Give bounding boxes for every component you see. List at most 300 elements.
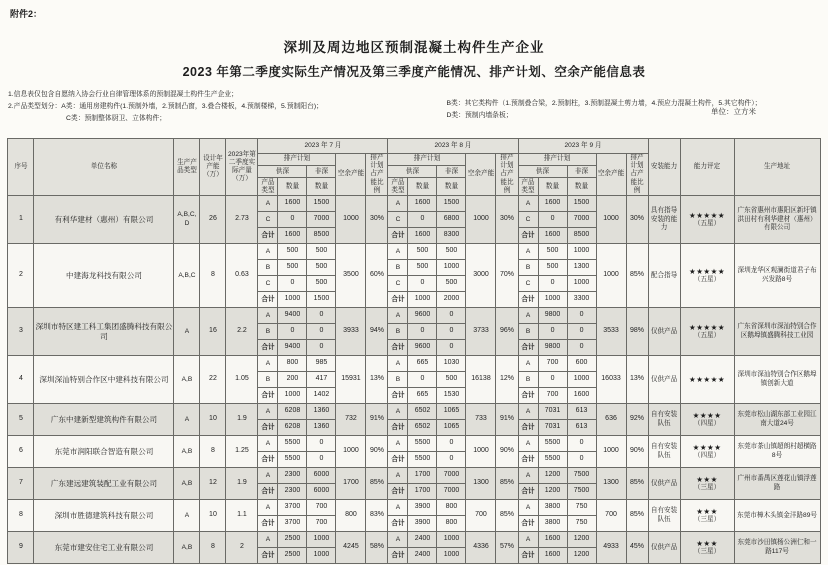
spare-capacity-cell-m2: 700	[466, 500, 496, 532]
plan-type-cell-m3: 合计	[518, 420, 538, 436]
supply-sz-qty-cell-m1: 500	[278, 260, 307, 276]
star-rating: ★★★★★	[688, 266, 726, 276]
capability-rating-cell	[680, 532, 734, 564]
product-types-cell: A,B	[174, 532, 200, 564]
plan-type-cell-m3: C	[518, 212, 538, 228]
capability-rating-cell	[680, 308, 734, 356]
company-name-cell: 深圳市胜德建筑科技有限公司	[34, 500, 174, 532]
header-qty-sz-1: 数量	[278, 178, 307, 196]
plan-type-cell-m3: 合计	[518, 340, 538, 356]
non-sz-qty-cell-m1: 0	[307, 340, 336, 356]
plan-type-cell-m1: A	[258, 436, 278, 452]
capability-rating-cell	[680, 356, 734, 404]
plan-type-cell-m2: A	[388, 308, 408, 324]
spare-capacity-cell-m3: 1000	[596, 196, 626, 244]
plan-type-cell-m1: A	[258, 308, 278, 324]
supply-sz-qty-cell-m1: 500	[278, 244, 307, 260]
star-rating: ★★★	[696, 538, 718, 548]
production-address-cell: 东莞市樟木头镇金洋路89号	[734, 500, 820, 532]
product-types-cell: A,B	[174, 436, 200, 468]
supply-sz-qty-cell-m3: 7031	[538, 420, 567, 436]
non-sz-qty-cell-m1: 700	[307, 516, 336, 532]
plan-type-cell-m3: 合计	[518, 292, 538, 308]
supply-sz-qty-cell-m2: 9600	[408, 308, 437, 324]
supply-sz-qty-cell-m2: 665	[408, 356, 437, 372]
supply-sz-qty-cell-m1: 1600	[278, 228, 307, 244]
plan-type-cell-m2: 合计	[388, 548, 408, 564]
header-spare-1: 空余产能	[336, 154, 366, 196]
non-sz-qty-cell-m3: 0	[567, 452, 596, 468]
plan-ratio-cell-m2: 85%	[496, 500, 518, 532]
table-header	[8, 139, 820, 196]
company-name-cell: 中建海龙科技有限公司	[34, 244, 174, 308]
plan-type-cell-m2: A	[388, 500, 408, 516]
company-name-cell: 深圳深汕特别合作区中建科技有限公司	[34, 356, 174, 404]
q2-output-cell: 1.25	[226, 436, 258, 468]
supply-sz-qty-cell-m2: 2400	[408, 532, 437, 548]
non-sz-qty-cell-m1: 417	[307, 372, 336, 388]
supply-sz-qty-cell-m2: 500	[408, 244, 437, 260]
supply-sz-qty-cell-m3: 0	[538, 324, 567, 340]
spare-capacity-cell-m1: 4245	[336, 532, 366, 564]
header-qty-nonsz-3: 数量	[567, 178, 596, 196]
plan-ratio-cell-m3: 13%	[626, 356, 648, 404]
design-capacity-cell: 26	[200, 196, 226, 244]
non-sz-qty-cell-m1: 6000	[307, 468, 336, 484]
non-sz-qty-cell-m2: 1000	[437, 532, 466, 548]
spare-capacity-cell-m2: 4336	[466, 532, 496, 564]
plan-type-cell-m3: A	[518, 404, 538, 420]
capability-rating-cell	[680, 500, 734, 532]
non-sz-qty-cell-m3: 1500	[567, 196, 596, 212]
supply-sz-qty-cell-m2: 1600	[408, 196, 437, 212]
design-capacity-cell: 10	[200, 404, 226, 436]
capability-rating-cell	[680, 404, 734, 436]
plan-type-cell-m2: 合计	[388, 388, 408, 404]
header-type-3: 产品类型	[518, 178, 538, 196]
supply-sz-qty-cell-m2: 6502	[408, 420, 437, 436]
non-sz-qty-cell-m2: 800	[437, 516, 466, 532]
header-supply-shenzhen-1: 供深	[258, 166, 307, 178]
supply-sz-qty-cell-m1: 1600	[278, 196, 307, 212]
seq-cell: 5	[8, 404, 34, 436]
header-plan-ratio-1: 排产计划占产能比例	[366, 154, 388, 196]
header-supply-shenzhen-2: 供深	[388, 166, 437, 178]
document-title-line2: 2023 年第二季度实际生产情况及第三季度产能情况、排产计划、空余产能信息表	[182, 65, 646, 79]
install-capability-cell: 仅供产品	[648, 356, 680, 404]
supply-sz-qty-cell-m3: 700	[538, 388, 567, 404]
header-seq: 序号	[8, 139, 34, 196]
header-design-capacity: 设计年产能（万）	[200, 139, 226, 196]
plan-type-cell-m3: 合计	[518, 548, 538, 564]
plan-type-cell-m3: C	[518, 276, 538, 292]
q2-output-cell: 1.1	[226, 500, 258, 532]
non-sz-qty-cell-m3: 7500	[567, 484, 596, 500]
spare-capacity-cell-m2: 3000	[466, 244, 496, 308]
supply-sz-qty-cell-m3: 7031	[538, 404, 567, 420]
non-sz-qty-cell-m2: 0	[437, 340, 466, 356]
seq-cell: 9	[8, 532, 34, 564]
star-rating: ★★★★	[692, 410, 722, 420]
capability-rating-cell	[680, 436, 734, 468]
plan-type-cell-m2: B	[388, 372, 408, 388]
product-types-cell: A,B,C,D	[174, 196, 200, 244]
supply-sz-qty-cell-m1: 9400	[278, 340, 307, 356]
non-sz-qty-cell-m3: 0	[567, 324, 596, 340]
table-row	[8, 244, 820, 260]
non-sz-qty-cell-m3: 8500	[567, 228, 596, 244]
spare-capacity-cell-m2: 1300	[466, 468, 496, 500]
non-sz-qty-cell-m1: 1000	[307, 548, 336, 564]
plan-type-cell-m2: C	[388, 276, 408, 292]
notes-block	[8, 88, 820, 122]
install-capability-cell: 仅供产品	[648, 468, 680, 500]
supply-sz-qty-cell-m2: 665	[408, 388, 437, 404]
note-b-class: B类：其它类构件（1.预制叠合梁，2.预制柱，3.预制混凝土剪力墙，4.预应力混凝土构件，5.其它构件）；	[446, 100, 762, 107]
plan-type-cell-m1: A	[258, 468, 278, 484]
design-capacity-cell: 8	[200, 244, 226, 308]
plan-type-cell-m1: 合计	[258, 484, 278, 500]
non-sz-qty-cell-m3: 750	[567, 500, 596, 516]
design-capacity-cell: 12	[200, 468, 226, 500]
plan-type-cell-m3: 合计	[518, 516, 538, 532]
non-sz-qty-cell-m3: 1300	[567, 260, 596, 276]
design-capacity-cell: 10	[200, 500, 226, 532]
company-name-cell: 有利华建材（惠州）有限公司	[34, 196, 174, 244]
install-capability-cell: 具有指导安装的能力	[648, 196, 680, 244]
supply-sz-qty-cell-m3: 0	[538, 276, 567, 292]
header-qty-sz-3: 数量	[538, 178, 567, 196]
plan-type-cell-m1: A	[258, 532, 278, 548]
spare-capacity-cell-m3: 16033	[596, 356, 626, 404]
supply-sz-qty-cell-m3: 1200	[538, 484, 567, 500]
spare-capacity-cell-m2: 733	[466, 404, 496, 436]
production-address-cell: 广东省深圳市深汕特别合作区鹅埠镇盛腾科技工业园	[734, 308, 820, 356]
plan-type-cell-m3: A	[518, 196, 538, 212]
supply-sz-qty-cell-m2: 3900	[408, 500, 437, 516]
star-rating: ★★★★★	[688, 210, 726, 220]
plan-ratio-cell-m1: 58%	[366, 532, 388, 564]
plan-type-cell-m2: A	[388, 404, 408, 420]
q2-output-cell: 2	[226, 532, 258, 564]
plan-type-cell-m3: 合计	[518, 452, 538, 468]
plan-ratio-cell-m2: 12%	[496, 356, 518, 404]
supply-sz-qty-cell-m3: 500	[538, 244, 567, 260]
plan-type-cell-m3: A	[518, 356, 538, 372]
star-rating: ★★★★★	[688, 374, 726, 384]
non-sz-qty-cell-m2: 2000	[437, 292, 466, 308]
non-sz-qty-cell-m1: 6000	[307, 484, 336, 500]
spare-capacity-cell-m3: 636	[596, 404, 626, 436]
production-address-cell: 深圳市深汕特别合作区鹅埠镇创新大道	[734, 356, 820, 404]
q2-output-cell: 0.63	[226, 244, 258, 308]
star-rating-label: （五星）	[693, 332, 721, 340]
star-rating-label: （五星）	[693, 276, 721, 284]
supply-sz-qty-cell-m1: 800	[278, 356, 307, 372]
non-sz-qty-cell-m2: 1030	[437, 356, 466, 372]
install-capability-cell: 仅供产品	[648, 532, 680, 564]
plan-ratio-cell-m3: 85%	[626, 244, 648, 308]
plan-type-cell-m2: A	[388, 196, 408, 212]
non-sz-qty-cell-m3: 1000	[567, 372, 596, 388]
plan-type-cell-m1: 合计	[258, 548, 278, 564]
plan-type-cell-m2: 合计	[388, 452, 408, 468]
product-types-cell: A,B	[174, 468, 200, 500]
supply-sz-qty-cell-m3: 5500	[538, 452, 567, 468]
header-plan-ratio-2: 排产计划占产能比例	[496, 154, 518, 196]
plan-type-cell-m3: 合计	[518, 388, 538, 404]
non-sz-qty-cell-m1: 8500	[307, 228, 336, 244]
plan-type-cell-m1: A	[258, 500, 278, 516]
non-sz-qty-cell-m3: 7500	[567, 468, 596, 484]
plan-type-cell-m2: 合计	[388, 340, 408, 356]
company-name-cell: 东莞市建安住宅工业有限公司	[34, 532, 174, 564]
non-sz-qty-cell-m1: 1402	[307, 388, 336, 404]
non-sz-qty-cell-m1: 0	[307, 308, 336, 324]
spare-capacity-cell-m1: 1000	[336, 196, 366, 244]
seq-cell: 1	[8, 196, 34, 244]
supply-sz-qty-cell-m2: 5500	[408, 452, 437, 468]
install-capability-cell: 自有安装队伍	[648, 404, 680, 436]
non-sz-qty-cell-m2: 0	[437, 452, 466, 468]
supply-sz-qty-cell-m1: 2300	[278, 484, 307, 500]
plan-ratio-cell-m3: 85%	[626, 500, 648, 532]
plan-ratio-cell-m1: 91%	[366, 404, 388, 436]
header-month-1: 2023 年 7 月	[258, 139, 388, 154]
supply-sz-qty-cell-m1: 0	[278, 324, 307, 340]
supply-sz-qty-cell-m2: 500	[408, 260, 437, 276]
non-sz-qty-cell-m3: 1600	[567, 388, 596, 404]
table-row	[8, 196, 820, 212]
plan-type-cell-m1: A	[258, 356, 278, 372]
non-sz-qty-cell-m1: 700	[307, 500, 336, 516]
non-sz-qty-cell-m1: 1000	[307, 532, 336, 548]
supply-sz-qty-cell-m1: 3700	[278, 500, 307, 516]
supply-sz-qty-cell-m3: 700	[538, 356, 567, 372]
supply-sz-qty-cell-m2: 5500	[408, 436, 437, 452]
non-sz-qty-cell-m1: 500	[307, 260, 336, 276]
non-sz-qty-cell-m1: 0	[307, 452, 336, 468]
non-sz-qty-cell-m2: 1000	[437, 548, 466, 564]
non-sz-qty-cell-m3: 1200	[567, 532, 596, 548]
plan-type-cell-m3: A	[518, 308, 538, 324]
plan-type-cell-m1: B	[258, 260, 278, 276]
table-row	[8, 308, 820, 324]
supply-sz-qty-cell-m3: 9800	[538, 340, 567, 356]
q2-output-cell: 2.73	[226, 196, 258, 244]
header-month-3: 2023 年 9 月	[518, 139, 648, 154]
non-sz-qty-cell-m2: 1500	[437, 196, 466, 212]
supply-sz-qty-cell-m1: 2500	[278, 548, 307, 564]
company-name-cell: 深圳市特区建工科工集团盛腾科技有限公司	[34, 308, 174, 356]
spare-capacity-cell-m1: 1000	[336, 436, 366, 468]
plan-type-cell-m3: 合计	[518, 228, 538, 244]
header-month-2: 2023 年 8 月	[388, 139, 518, 154]
non-sz-qty-cell-m2: 0	[437, 324, 466, 340]
non-sz-qty-cell-m2: 8300	[437, 228, 466, 244]
supply-sz-qty-cell-m2: 0	[408, 372, 437, 388]
non-sz-qty-cell-m1: 1500	[307, 292, 336, 308]
seq-cell: 4	[8, 356, 34, 404]
company-name-cell: 广东中建新型建筑构件有限公司	[34, 404, 174, 436]
spare-capacity-cell-m3: 1000	[596, 244, 626, 308]
install-capability-cell: 自有安装队伍	[648, 500, 680, 532]
plan-type-cell-m2: 合计	[388, 228, 408, 244]
supply-sz-qty-cell-m2: 0	[408, 212, 437, 228]
table-row	[8, 356, 820, 372]
non-sz-qty-cell-m3: 613	[567, 420, 596, 436]
non-sz-qty-cell-m1: 0	[307, 436, 336, 452]
header-company-name: 单位名称	[34, 139, 174, 196]
header-plan-1: 排产计划	[258, 154, 336, 166]
spare-capacity-cell-m2: 16138	[466, 356, 496, 404]
product-types-cell: A	[174, 500, 200, 532]
plan-ratio-cell-m3: 90%	[626, 436, 648, 468]
supply-sz-qty-cell-m3: 1600	[538, 532, 567, 548]
spare-capacity-cell-m1: 1700	[336, 468, 366, 500]
supply-sz-qty-cell-m1: 1000	[278, 292, 307, 308]
supply-sz-qty-cell-m3: 0	[538, 212, 567, 228]
non-sz-qty-cell-m1: 500	[307, 244, 336, 260]
unit-label: 单位：立方米	[711, 107, 756, 116]
notes-left	[8, 88, 430, 124]
plan-type-cell-m2: A	[388, 356, 408, 372]
header-plan-2: 排产计划	[388, 154, 466, 166]
plan-type-cell-m2: A	[388, 532, 408, 548]
document-title-line1: 深圳及周边地区预制混凝土构件生产企业	[283, 40, 545, 55]
header-plan-ratio-3: 排产计划占产能比例	[626, 154, 648, 196]
plan-type-cell-m1: 合计	[258, 516, 278, 532]
supply-sz-qty-cell-m3: 1600	[538, 196, 567, 212]
plan-ratio-cell-m3: 98%	[626, 308, 648, 356]
table-row	[8, 532, 820, 548]
header-non-shenzhen-3: 非深	[567, 166, 596, 178]
design-capacity-cell: 8	[200, 532, 226, 564]
star-rating-label: （三星）	[693, 516, 721, 524]
supply-sz-qty-cell-m2: 1000	[408, 292, 437, 308]
note-1: 1.信息表仅包含自愿纳入协会行业自律管理体系的预制混凝土构件生产企业；	[8, 91, 238, 98]
header-q2-output: 2023年第二季度实际产量（万）	[226, 139, 258, 196]
star-rating: ★★★	[696, 474, 718, 484]
plan-type-cell-m2: B	[388, 324, 408, 340]
header-qty-nonsz-1: 数量	[307, 178, 336, 196]
spare-capacity-cell-m3: 4933	[596, 532, 626, 564]
non-sz-qty-cell-m3: 0	[567, 308, 596, 324]
header-capability-rating: 能力评定	[680, 139, 734, 196]
header-non-shenzhen-2: 非深	[437, 166, 466, 178]
non-sz-qty-cell-m1: 500	[307, 276, 336, 292]
q2-output-cell: 1.9	[226, 468, 258, 500]
plan-type-cell-m1: B	[258, 324, 278, 340]
spare-capacity-cell-m3: 1000	[596, 436, 626, 468]
plan-type-cell-m2: 合计	[388, 516, 408, 532]
product-types-cell: A,B,C	[174, 244, 200, 308]
non-sz-qty-cell-m2: 1065	[437, 420, 466, 436]
header-supply-shenzhen-3: 供深	[518, 166, 567, 178]
non-sz-qty-cell-m1: 7000	[307, 212, 336, 228]
header-type-2: 产品类型	[388, 178, 408, 196]
non-sz-qty-cell-m2: 1530	[437, 388, 466, 404]
plan-ratio-cell-m1: 83%	[366, 500, 388, 532]
plan-ratio-cell-m1: 60%	[366, 244, 388, 308]
product-types-cell: A	[174, 308, 200, 356]
plan-ratio-cell-m2: 85%	[496, 468, 518, 500]
non-sz-qty-cell-m3: 3300	[567, 292, 596, 308]
supply-sz-qty-cell-m1: 6208	[278, 420, 307, 436]
plan-ratio-cell-m2: 90%	[496, 436, 518, 468]
star-rating-label: （三星）	[693, 484, 721, 492]
table-row	[8, 468, 820, 484]
supply-sz-qty-cell-m3: 500	[538, 260, 567, 276]
star-rating: ★★★★	[692, 442, 722, 452]
non-sz-qty-cell-m2: 0	[437, 436, 466, 452]
plan-ratio-cell-m3: 30%	[626, 196, 648, 244]
spare-capacity-cell-m1: 3500	[336, 244, 366, 308]
plan-type-cell-m3: A	[518, 500, 538, 516]
install-capability-cell: 自有安装队伍	[648, 436, 680, 468]
plan-type-cell-m1: A	[258, 196, 278, 212]
star-rating-label: （四星）	[693, 452, 721, 460]
non-sz-qty-cell-m2: 0	[437, 308, 466, 324]
star-rating-label: （五星）	[693, 220, 721, 228]
attachment-label: 附件2：	[10, 9, 43, 19]
star-rating-label: （四星）	[693, 420, 721, 428]
production-info-table	[7, 138, 820, 564]
supply-sz-qty-cell-m3: 1600	[538, 228, 567, 244]
product-types-cell: A	[174, 404, 200, 436]
non-sz-qty-cell-m2: 7000	[437, 468, 466, 484]
non-sz-qty-cell-m2: 500	[437, 372, 466, 388]
seq-cell: 3	[8, 308, 34, 356]
plan-type-cell-m2: C	[388, 212, 408, 228]
supply-sz-qty-cell-m2: 1600	[408, 228, 437, 244]
header-qty-sz-2: 数量	[408, 178, 437, 196]
supply-sz-qty-cell-m1: 3700	[278, 516, 307, 532]
plan-type-cell-m3: 合计	[518, 484, 538, 500]
spare-capacity-cell-m2: 3733	[466, 308, 496, 356]
design-capacity-cell: 16	[200, 308, 226, 356]
plan-type-cell-m3: A	[518, 436, 538, 452]
plan-ratio-cell-m2: 30%	[496, 196, 518, 244]
install-capability-cell: 仅供产品	[648, 308, 680, 356]
seq-cell: 8	[8, 500, 34, 532]
plan-ratio-cell-m2: 91%	[496, 404, 518, 436]
supply-sz-qty-cell-m1: 200	[278, 372, 307, 388]
plan-type-cell-m3: B	[518, 372, 538, 388]
plan-type-cell-m1: A	[258, 404, 278, 420]
non-sz-qty-cell-m1: 985	[307, 356, 336, 372]
non-sz-qty-cell-m3: 0	[567, 436, 596, 452]
capability-rating-cell	[680, 196, 734, 244]
supply-sz-qty-cell-m2: 6502	[408, 404, 437, 420]
supply-sz-qty-cell-m3: 3800	[538, 516, 567, 532]
seq-cell: 6	[8, 436, 34, 468]
spare-capacity-cell-m1: 732	[336, 404, 366, 436]
supply-sz-qty-cell-m2: 9600	[408, 340, 437, 356]
header-production-address: 生产地址	[734, 139, 820, 196]
plan-type-cell-m2: 合计	[388, 484, 408, 500]
production-address-cell: 广州市番禺区莲花山镇浮莲路	[734, 468, 820, 500]
plan-type-cell-m1: 合计	[258, 452, 278, 468]
non-sz-qty-cell-m3: 1000	[567, 244, 596, 260]
non-sz-qty-cell-m2: 1065	[437, 404, 466, 420]
company-name-cell: 广东建远建筑装配工业有限公司	[34, 468, 174, 500]
design-capacity-cell: 22	[200, 356, 226, 404]
supply-sz-qty-cell-m2: 3900	[408, 516, 437, 532]
install-capability-cell: 配合指导	[648, 244, 680, 308]
header-product-types: 生产产品类型	[174, 139, 200, 196]
plan-ratio-cell-m2: 57%	[496, 532, 518, 564]
